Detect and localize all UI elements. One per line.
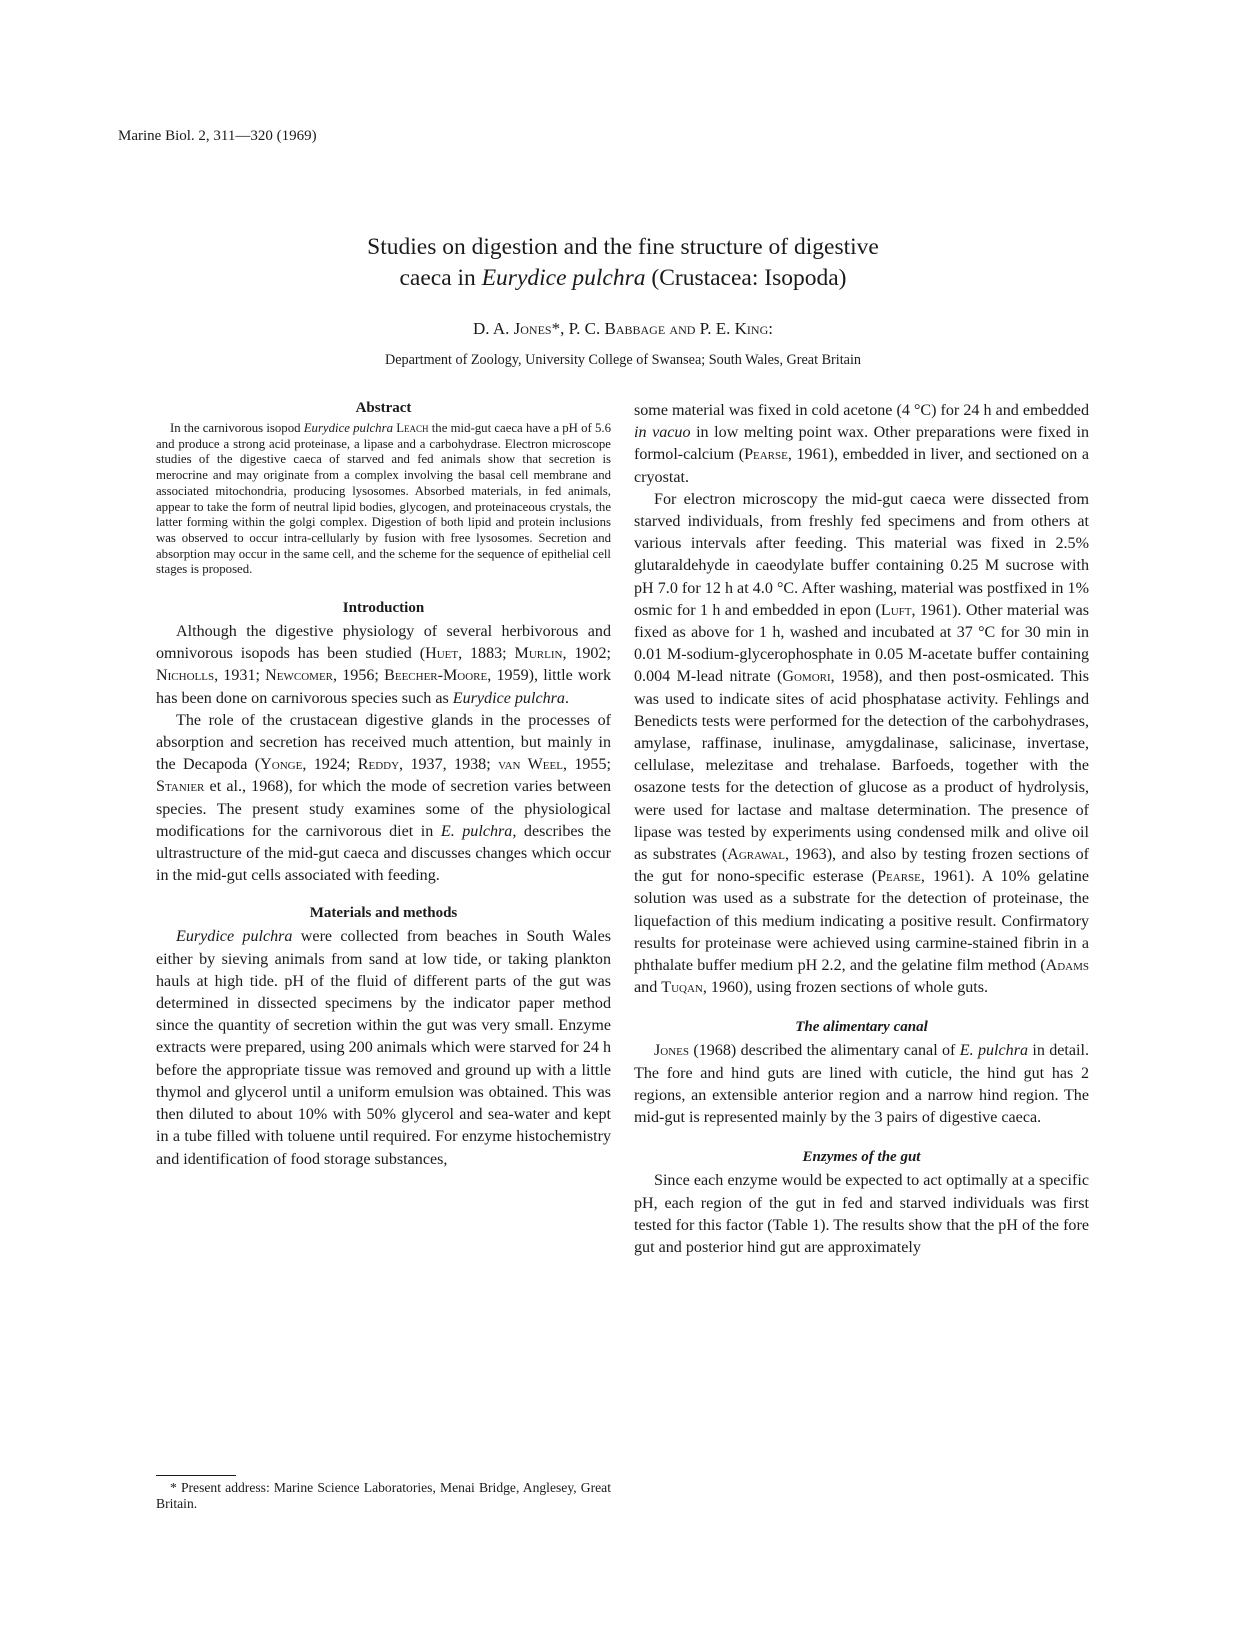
- cite: Beecher-Moore: [384, 667, 488, 685]
- t: , 1883;: [458, 645, 515, 663]
- t: The role of the crustacean digestive glands in the processes of absorption and secretion has received much attention, but mainly in the Decapoda (: [156, 711, 611, 774]
- cite: Yonge: [260, 756, 303, 774]
- title-line-1: Studies on digestion and the fine structure of digestive: [367, 234, 879, 260]
- t: et al., 1968), for which the mode of secretion varies between species. The present study examines some of the physiological modifications for the carnivorous diet in: [156, 778, 611, 840]
- t: , 1960), using frozen sections of whole guts.: [702, 979, 989, 997]
- t: , 1955;: [562, 756, 611, 774]
- cite: van Weel: [498, 756, 563, 774]
- cite: Pearse: [877, 868, 921, 886]
- t: , 1959), little work has been done on carnivorous species such as: [156, 667, 612, 707]
- footnote-divider: [156, 1475, 236, 1476]
- t: , 1958), and then post-osmicated. This was used to indicate sites of acid phosphatase activity. Fehlings and Benedicts tests were performed for the detection of the carbohydrases, amylase, raffinase, inulinase, amygdalinase, salicinase, invertase, cellulase, melezitase and trehalase. Barfoeds, together with the osazone tests for the detection of glucose as a product of hydrolysis, were used for lactase and maltase determination. The presence of lipase was tested by experiments using condensed milk and olive oil as substrates (: [634, 668, 1089, 864]
- t: in low melting point wax. Other preparations were fixed in formol-calcium (: [634, 424, 1089, 464]
- t: , 1961). Other material was fixed as above for 1 h, washed and incubated at 37 °C for 30 min in 0.01 M-sodium-glycerophosphate in 0.05 M-acetate buffer containing 0.004 M-lead nitrate (: [634, 601, 1089, 686]
- species: Eurydice pulchra: [176, 928, 293, 946]
- enzymes-paragraph: Since each enzyme would be expected to act optimally at a specific pH, each region of the gut in fed and starved individuals was first tested for this factor (Table 1). The results show that the pH of the fore gut and posterior hind gut are approximately: [634, 1172, 1089, 1256]
- t: and: [634, 979, 662, 997]
- cite: Adams: [1045, 957, 1089, 975]
- t: , 1902;: [562, 645, 611, 663]
- methods-heading: Materials and methods: [309, 905, 458, 922]
- enzymes-heading: Enzymes of the gut: [802, 1149, 921, 1166]
- cite: Gomori: [782, 668, 831, 686]
- latin: in vacuo: [634, 424, 691, 442]
- cite: Tuqan: [661, 979, 703, 997]
- t: were collected from beaches in South Wales either by sieving animals from sand at low tide, or taking plankton hauls at high tide. pH of the fluid of different parts of the gut was determined in dissected specimens by the indicator paper method since the quantity of secretion within the gut was very small. Enzyme extracts were prepared, using 200 animals which were starved for 24 h before the appropriate tissue was removed and ground up with a little thymol and glycerol until a uniform emulsion was obtained. This was then diluted to about 10% with 50% glycerol and sea-water and kept in a tube filled with toluene until required. For enzyme histochemistry and identification of food storage substances,: [156, 928, 611, 1168]
- species: E. pulchra: [959, 1042, 1029, 1060]
- abstract-paragraph: [156, 421, 611, 578]
- left-column: [156, 400, 611, 1171]
- article-title: [118, 232, 1128, 294]
- cite: Jones: [654, 1042, 689, 1060]
- methods-paragraph-cont: [634, 400, 1089, 489]
- right-column: [634, 400, 1089, 1259]
- intro-paragraph-2: [156, 710, 611, 888]
- affiliation: Department of Zoology, University College of Swansea; South Wales, Great Britain: [384, 352, 861, 368]
- t: In the carnivorous isopod: [170, 421, 301, 435]
- footnote: * Present address: Marine Science Laboratories, Menai Bridge, Anglesey, Great Britain.: [156, 1480, 611, 1511]
- t: the mid-gut caeca have a pH of 5.6 and produce a strong acid proteinase, a lipase and a carbohydrase. Electron microscope studies of the digestive caeca of starved and fed animals show that secretion is merocrine and may originate from a complex involving the basal cell membrane and associated mitochondria, producing lysosomes. Absorbed materials, in fed animals, appear to take the form of neutral lipid bodies, glycogen, and proteinaceous crystals, the latter forming within the golgi complex. Digestion of both lipid and protein inclusions was observed to occur intra-cellularly by fusion with free lysosomes. Secretion and absorption may occur in the same cell, and the scheme for the sequence of epithelial cell stages is proposed.: [156, 421, 611, 577]
- t: , 1924;: [302, 756, 358, 774]
- species: E. pulchra,: [440, 822, 517, 840]
- cite: Newcomer: [265, 667, 334, 685]
- intro-paragraph-1: [156, 621, 611, 710]
- t: , 1963), and also by testing frozen sections of the gut for nono-specific esterase (: [634, 846, 1089, 886]
- t: , 1937, 1938;: [399, 756, 499, 774]
- t: , 1961). A 10% gelatine solution was used as a substrate for the detection of proteinase, the liquefaction of this medium indicating a positive result. Confirmatory results for proteinase were achieved using carmine-stained fibrin in a phthalate buffer medium pH 2.2, and the gelatine film method (: [634, 868, 1089, 975]
- t: Although the digestive physiology of several herbivorous and omnivorous isopods has been studied (: [156, 623, 611, 663]
- cite: Pearse: [744, 446, 788, 464]
- authors: D. A. Jones*, P. C. Babbage and P. E. King:: [473, 319, 773, 338]
- t: , 1956;: [333, 667, 385, 685]
- t: , 1931;: [214, 667, 266, 685]
- cite: Huet: [425, 645, 459, 663]
- journal-reference: Marine Biol. 2, 311—320 (1969): [118, 128, 317, 144]
- cite: Nicholls: [156, 667, 215, 685]
- abstract-heading: Abstract: [355, 400, 412, 416]
- t: For electron microscopy the mid-gut caeca were dissected from starved individuals, from freshly fed specimens and from others at various intervals after feeding. This material was fixed in 2.5% glutaraldehyde in caeodylate buffer containing 0.25 M sucrose with pH 7.0 for 12 h at 4.0 °C. After washing, material was postfixed in 1% osmic for 1 h and embedded in epon (: [634, 490, 1089, 619]
- cite: Stanier: [156, 778, 205, 796]
- title-text-end: (Crustacea: Isopoda): [645, 265, 847, 291]
- cite: Agrawal: [727, 846, 785, 864]
- alimentary-paragraph: [634, 1040, 1089, 1129]
- methods-paragraph-1: [156, 926, 611, 1170]
- cite: Luft: [880, 601, 912, 619]
- t: describes the ultrastructure of the mid-gut caeca and discusses changes which occur in the mid-gut cells associated with feeding.: [156, 822, 611, 885]
- author-name: Leach: [396, 421, 429, 435]
- t: , 1961), embedded in liver, and sectioned on a cryostat.: [634, 446, 1089, 486]
- title-species: Eurydice pulchra: [481, 265, 646, 291]
- t: some material was fixed in cold acetone (4 °C) for 24 h and embedded: [634, 402, 1089, 419]
- title-text: caeca in: [399, 265, 482, 291]
- t: .: [564, 689, 569, 707]
- title-line-2: [118, 263, 1128, 294]
- t: in detail. The fore and hind guts are lined with cuticle, the hind gut has 2 regions, an extensible anterior region and a narrow hind region. The mid-gut is represented mainly by the 3 pairs of digestive caeca.: [634, 1042, 1089, 1127]
- cite: Murlin: [514, 645, 563, 663]
- alimentary-canal-heading: The alimentary canal: [795, 1019, 928, 1036]
- species: Eurydice pulchra: [300, 421, 397, 435]
- introduction-heading: Introduction: [342, 600, 425, 617]
- species: Eurydice pulchra: [452, 689, 565, 707]
- methods-paragraph-2: [634, 489, 1089, 1000]
- t: (1968) described the alimentary canal of: [689, 1042, 960, 1060]
- cite: Reddy: [357, 756, 400, 774]
